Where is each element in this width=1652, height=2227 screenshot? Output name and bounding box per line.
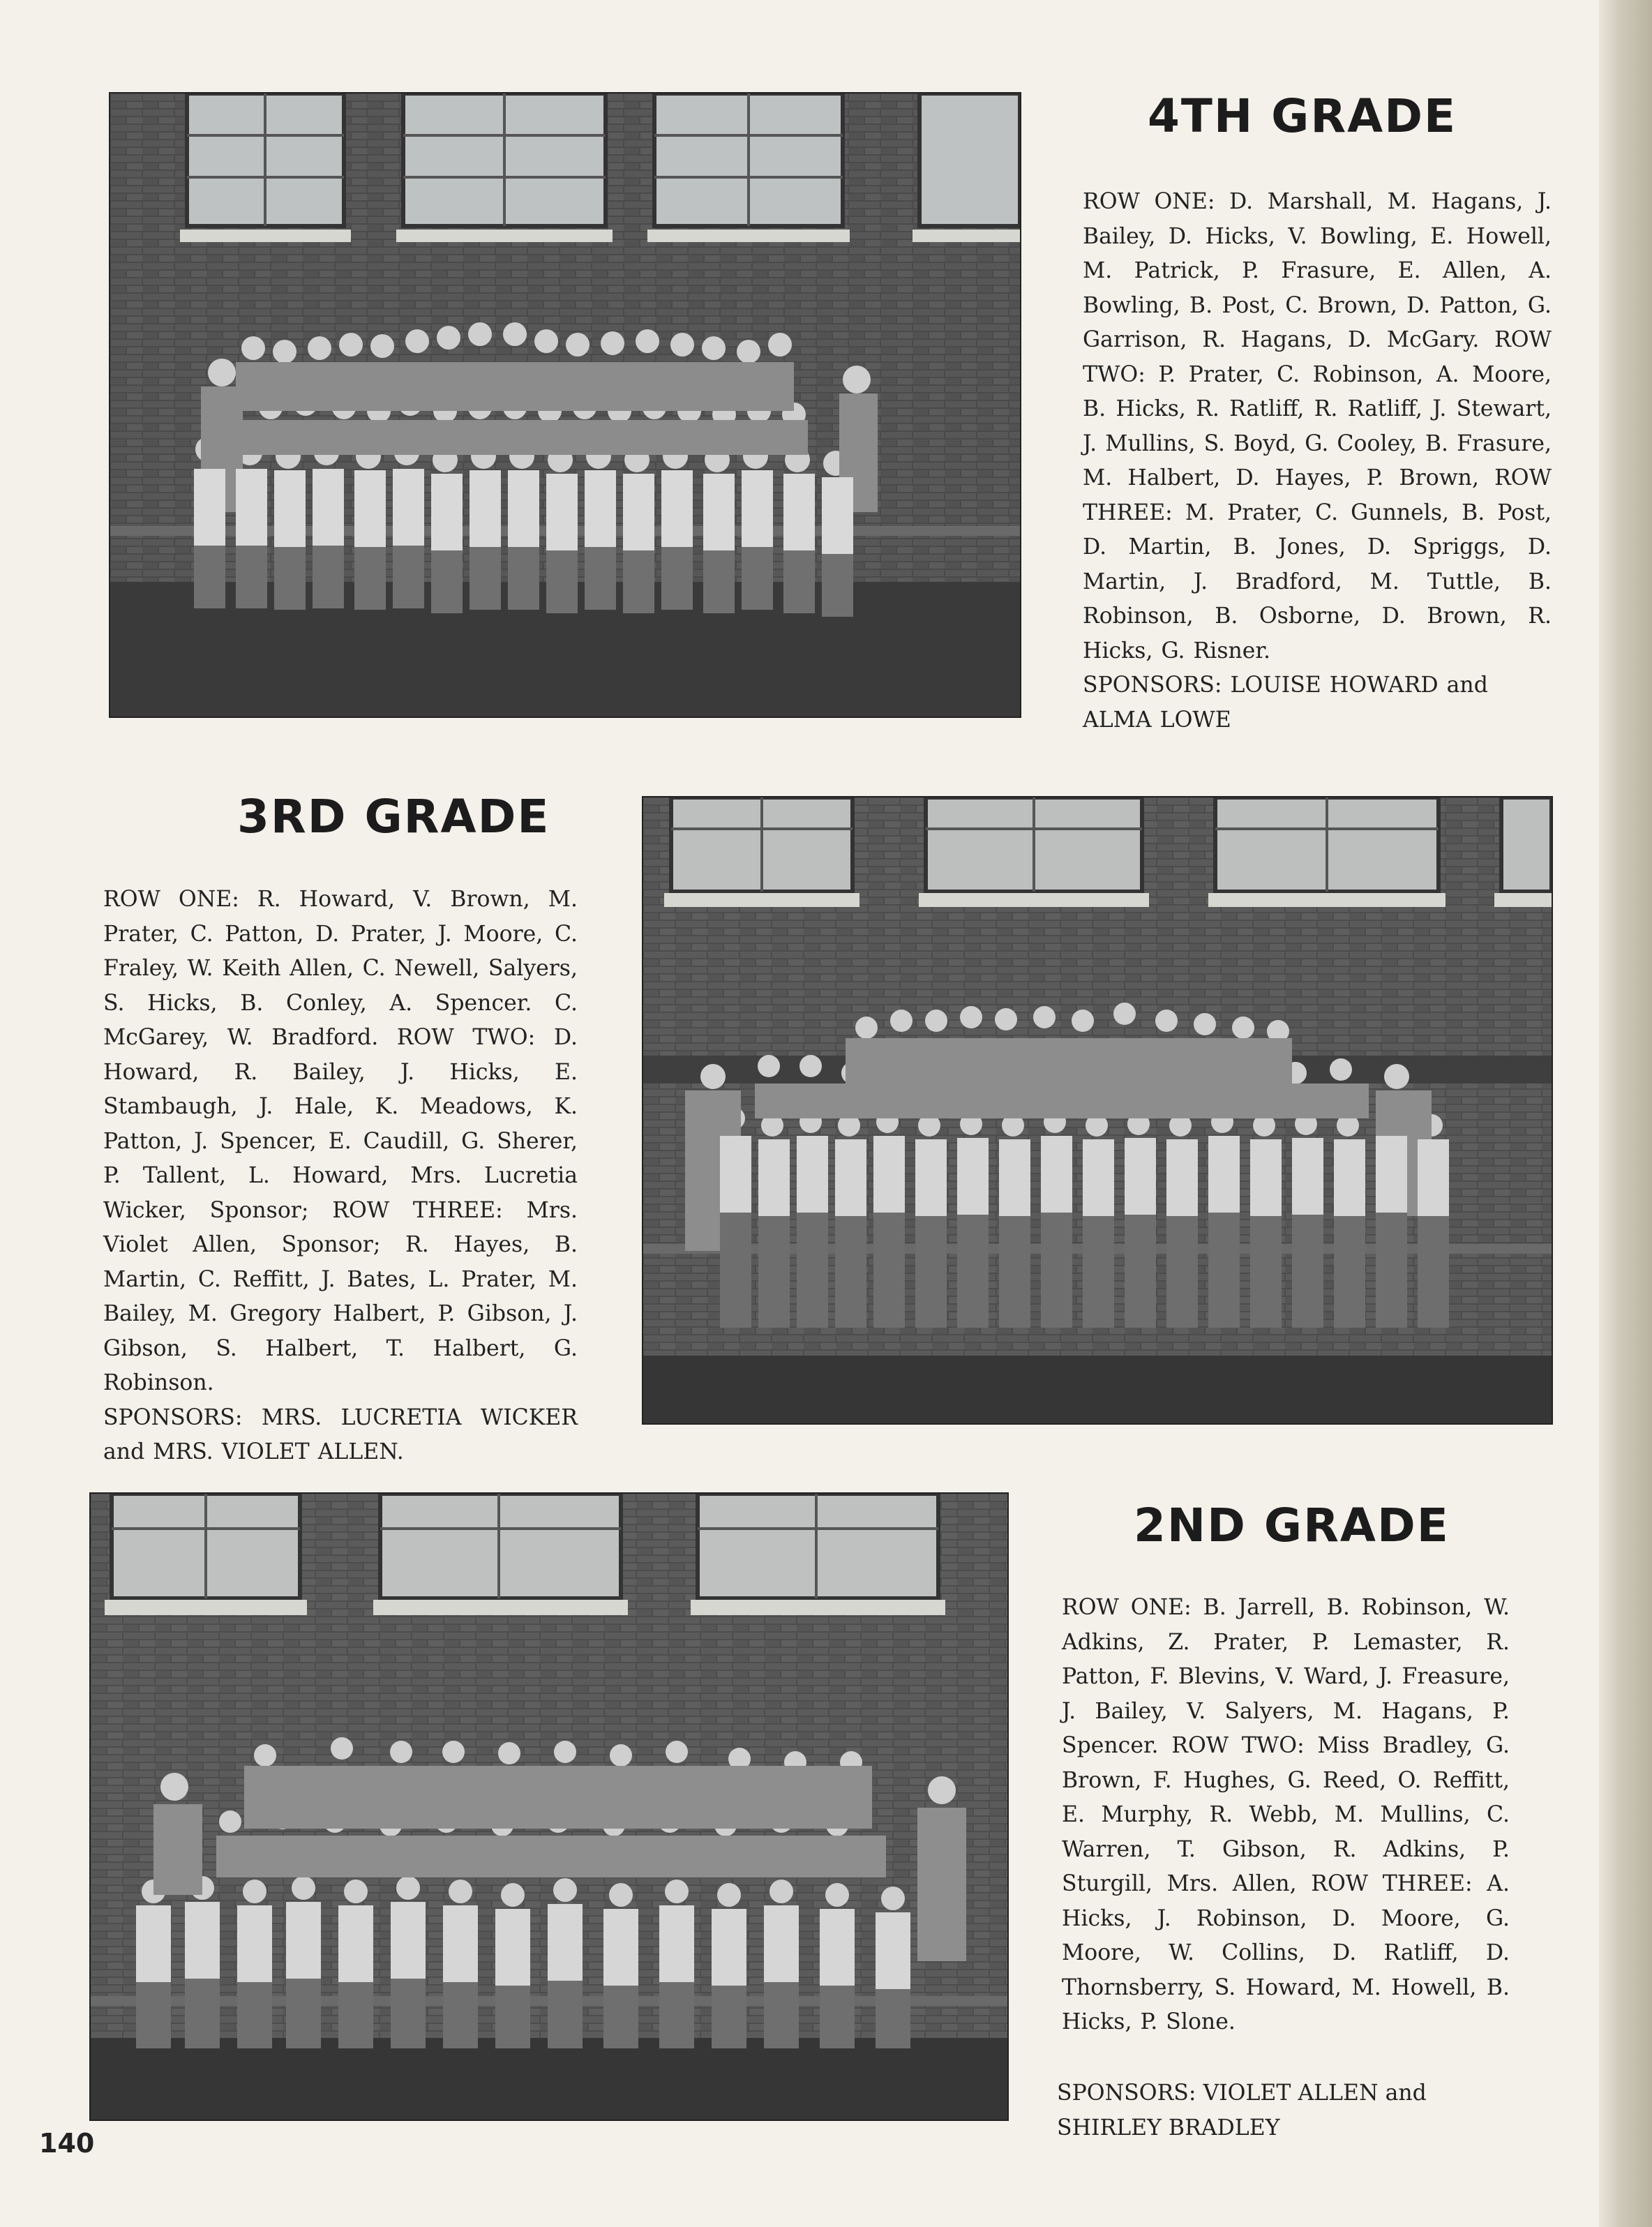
page-edge xyxy=(1599,0,1652,2227)
2nd-grade-sponsors-line-1: SPONSORS: VIOLET ALLEN and xyxy=(1057,2080,1427,2106)
3rd-grade-roster-text: ROW ONE: R. Howard, V. Brown, M. Prater, C. Patton, D. Prater, J. Moore, C. Fraley, W. Keith Allen, C. Newell, Salyers, S. Hicks, B. Conley, A. Spencer. C. McGarey, W. Bradford. ROW TWO: D. Howard, R. Bailey, J. Hicks, E. Stambaugh, J. Hale, K. Meadows, K. Patton, J. Spencer, E. Caudill, G. Sherer, P. Tallent, L. Howard, Mrs. Lucretia Wicker, Sponsor; ROW THREE: Mrs. Violet Allen, Sponsor; R. Hayes, B. Martin, C. Reffitt, J. Bates, L. Prater, M. Bailey, M. Gregory Halbert, P. Gibson, J. Gibson, S. Halbert, T. Halbert, G. Robinson. xyxy=(103,887,578,1395)
2nd-grade-roster-text: ROW ONE: B. Jarrell, B. Robinson, W. Adkins, Z. Prater, P. Lemaster, R. Patton, F. Blevins, V. Ward, J. Freasure, J. Bailey, V. Salyers, M. Hagans, P. Spencer. ROW TWO: Miss Bradley, G. Brown, F. Hughes, G. Reed, O. Reffitt, E. Murphy, R. Webb, M. Mullins, C. Warren, T. Gibson, R. Adkins, P. Sturgill, Mrs. Allen, ROW THREE: A. Hicks, J. Robinson, D. Moore, G. Moore, W. Collins, D. Ratliff, D. Thornsberry, S. Howard, M. Howell, B. Hicks, P. Slone. xyxy=(1062,1595,1510,2034)
4th-grade-heading: 4TH GRADE xyxy=(1148,89,1457,143)
2nd-grade-class-photo xyxy=(91,1494,1007,2120)
2nd-grade-roster xyxy=(1062,1591,1510,2040)
4th-grade-class-photo xyxy=(110,93,1020,717)
2nd-grade-sponsors-line-2: SHIRLEY BRADLEY xyxy=(1057,2115,1280,2140)
3rd-grade-roster xyxy=(103,883,578,1470)
4th-grade-roster-text: ROW ONE: D. Marshall, M. Hagans, J. Bailey, D. Hicks, V. Bowling, E. Howell, M. Patrick, P. Frasure, E. Allen, A. Bowling, B. Post, C. Brown, D. Patton, G. Garrison, R. Hagans, D. McGary. ROW TWO: P. Prater, C. Robinson, A. Moore, B. Hicks, R. Ratliff, R. Ratliff, J. Stewart, J. Mullins, S. Boyd, G. Cooley, B. Frasure, M. Halbert, D. Hayes, P. Brown, ROW THREE: M. Prater, C. Gunnels, B. Post, D. Martin, B. Jones, D. Spriggs, D. Martin, J. Bradford, M. Tuttle, B. Robinson, B. Osborne, D. Brown, R. Hicks, G. Risner. xyxy=(1083,189,1552,663)
2nd-grade-heading: 2ND GRADE xyxy=(1134,1499,1450,1552)
3rd-grade-heading: 3RD GRADE xyxy=(237,790,550,843)
3rd-grade-class-photo xyxy=(643,797,1552,1423)
4th-grade-sponsors: SPONSORS: LOUISE HOWARD and ALMA LOWE xyxy=(1083,673,1488,733)
page-number: 140 xyxy=(39,2128,95,2159)
3rd-grade-sponsors: SPONSORS: MRS. LUCRETIA WICKER and MRS. VIOLET ALLEN. xyxy=(103,1404,578,1464)
4th-grade-roster xyxy=(1083,185,1552,737)
